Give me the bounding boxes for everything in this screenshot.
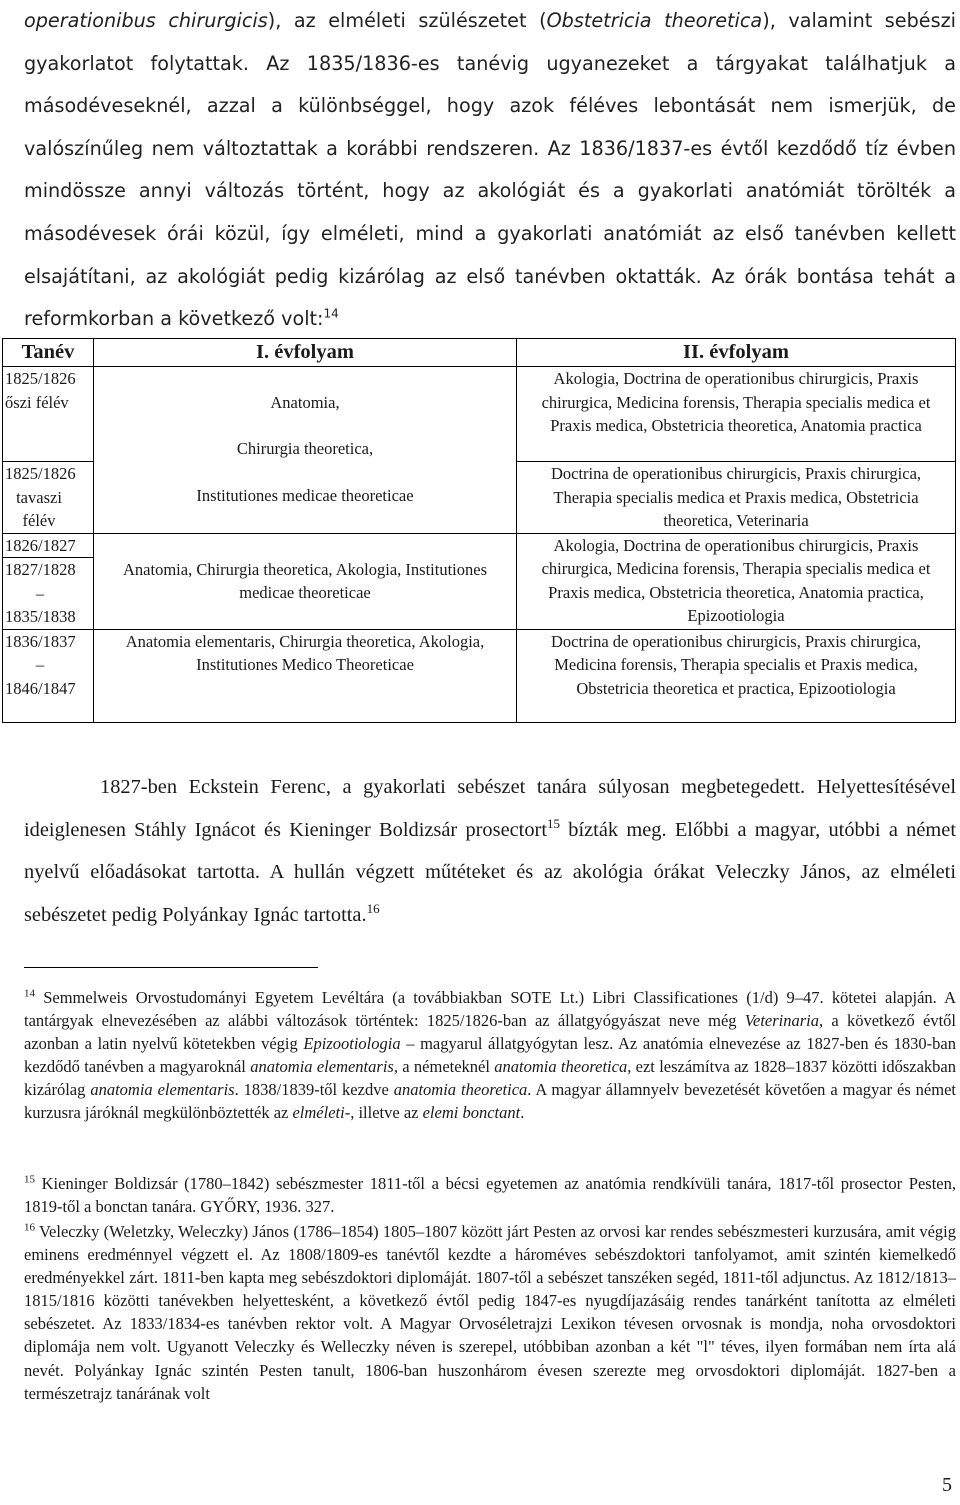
footnote-ref-15[interactable]: 15 xyxy=(546,815,560,831)
year-cell xyxy=(3,367,94,462)
page-number: 5 xyxy=(942,1474,952,1496)
first-subject-line: Institutiones medicae theoreticae xyxy=(196,486,414,505)
first-year-cell: Anatomia, Chirurgia theoretica, Akologia, Institutiones medicae theoreticae xyxy=(94,533,517,629)
year-line: őszi félév xyxy=(5,392,69,412)
footnote-italic: Veterinaria xyxy=(744,1011,820,1031)
footnote-text: Semmelweis Orvostudományi Egyetem Levéltára (a továbbiakban SOTE Lt.) Libri Classificationes (1/d) 9–47. kötetei alapján. A tantárgyak elnevezésében az alábbi változások történtek: 1825/1826-ban az állatgyógyászat neve még xyxy=(24,988,956,1031)
footnote-number: 15 xyxy=(24,1173,35,1186)
footnote-text: . 1838/1839-től kezdve xyxy=(234,1080,394,1100)
intro-rest: gyakorlatot folytattak. Az 1835/1836-es tanévig ugyanezeket a tárgyakat találhatjuk a másodéveseknél, azzal a különbséggel, hogy azok féléves lebontását nem ismerjük, de valószínűleg nem változtattak a korábbi rendszeren. Az 1836/1837-es évtől kezdődő tíz évben mindössze annyi változás történt, hogy az akológiát és a gyakorlati anatómiát törölték a másodévesek órái közül, így elméleti, mind a gyakorlati anatómiát az első tanévben kellett elsajátítani, az akológiát pedig kizárólag az első tanévben oktatták. Az órák bontása tehát a reformkorban a következő volt: xyxy=(24,51,956,331)
intro-paragraph xyxy=(24,0,956,341)
footnote-text: Kieninger Boldizsár (1780–1842) sebészmester 1811-től a bécsi egyetemen az anatómia rendkívüli tanára, 1817-től prosector Pesten, 1819-től a bonctan tanára. GYŐRY, 1936. 327. xyxy=(24,1174,956,1217)
paragraph2-text-b: bízták meg. Előbbi a magyar, utóbbi a német nyelvű előadásokat tartotta. A hullán végzett műtéteket és az akológia órákat Veleczky János, az elméleti sebészetet pedig Polyánkay Ignác tartotta. xyxy=(24,818,956,926)
footnote-italic: anatomia elementaris xyxy=(250,1057,394,1077)
footnote-text: . A magyar államnyelv bevezetését követően a magyar és német kurzusra járóknál megkülönböztették az xyxy=(24,1080,957,1123)
footnote-italic: elméleti xyxy=(292,1103,345,1123)
year-cell xyxy=(3,558,94,630)
year-line: – xyxy=(35,655,45,674)
footnote-16 xyxy=(24,1220,956,1405)
year-line: 1825/1826 xyxy=(5,369,76,388)
footnote-text: -, illetve az xyxy=(344,1103,423,1123)
footnote-italic: Epizootiologia xyxy=(303,1034,401,1054)
second-year-cell: Doctrina de operationibus chirurgicis, Praxis chirurgica, Therapia specialis medica et Praxis medica, Obstetricia theoretica, Veterinaria xyxy=(517,462,956,534)
first-year-cell: Anatomia elementaris, Chirurgia theoretica, Akologia, Institutiones Medico Theoreticae xyxy=(94,629,517,722)
intro-italic-2: Obstetricia theoretica xyxy=(546,9,763,32)
year-line: 1827/1828 xyxy=(5,560,76,579)
year-line: tavaszi xyxy=(16,487,62,507)
footnote-text: . xyxy=(520,1103,525,1123)
header-tanev: Tanév xyxy=(3,339,94,367)
footnote-ref-16[interactable]: 16 xyxy=(366,900,380,916)
footnote-text: , ezt leszámítva az 1828–1837 közötti időszakban kizárólag xyxy=(24,1057,956,1100)
footnote-text: , a németeknél xyxy=(393,1057,495,1077)
paragraph2-text-a: 1827-ben Eckstein Ferenc, a gyakorlati sebészet tanára súlyosan megbetegedett. Helyettesítésével ideiglenesen Stáhly Ignácot és Kieninger Boldizsár prosectort xyxy=(24,776,956,841)
table-row xyxy=(3,629,956,722)
footnote-italic: anatomia elementaris xyxy=(90,1080,235,1100)
footnote-ref-14[interactable]: 14 xyxy=(323,306,339,321)
second-year-cell: Doctrina de operationibus chirurgicis, Praxis chirurgica, Medicina forensis, Therapia specialis et Praxis medica, Obstetricia theoretica et practica, Epizootiologia xyxy=(517,629,956,722)
year-line: 1846/1847 xyxy=(5,678,76,698)
footnote-text: – magyarul állatgyógytan lesz. Az anatómia elnevezése az 1827-ben és 1830-ban kezdődő tanévben a magyaroknál xyxy=(24,1034,957,1077)
table-header-row xyxy=(3,339,956,367)
year-line: félév xyxy=(22,511,56,530)
first-subject-line: Chirurgia theoretica, xyxy=(236,438,374,458)
footnote-divider xyxy=(24,967,318,968)
intro-text xyxy=(24,0,956,341)
footnote-text: Veleczky (Weletzky, Weleczky) János (1786–1854) 1805–1807 között járt Pesten az orvosi kar rendes sebészmesteri kurzusára, amit végig eminens eredménnyel végzett el. Az 1808/1809-es tanévtől kezdte a hároméves sebészdoktori tanfolyamot, amit szintén kiemelkedő eredményekkel zárt. 1811-ben kapta meg sebészdoktori diplomáját. 1807-től a sebészet tanszéken segéd, 1811-től adjunctus. Az 1812/1813–1815/1816 közötti tanévekben helyettesként, a következő évtől pedig 1847-es nyugdíjazásáig rendes tanárként tanította az elméleti sebészetet. Az 1833/1834-es tanévben rektor volt. A Magyar Orvoséletrajzi Lexikon tévesen orvosnak is mondja, noha orvosdoktori diplomája nem volt. Ugyanott Veleczky és Welleczky néven is szerepel, utóbbiban azonban a két "l" téves, ilyen formában nem írta alá nevét. Polyánkay Ignác szintén Pesten tanult, 1806-ban huszonhárom évesen szerezte meg orvosdoktori diplomáját. 1827-ben a természetrajz tanárának volt xyxy=(24,1222,956,1403)
second-year-cell: Akologia, Doctrina de operationibus chirurgicis, Praxis chirurgica, Medicina forensis, Therapia specialis medica et Praxis medica, Obstetricia theoretica, Anatomia practica xyxy=(517,367,956,462)
footnote-15 xyxy=(24,1172,956,1218)
first-subject-line: Anatomia, xyxy=(270,393,340,412)
footnote-14 xyxy=(24,986,956,1125)
year-line: – xyxy=(35,583,45,603)
year-line: 1835/1838 xyxy=(5,607,76,626)
table-row xyxy=(3,533,956,558)
footnote-italic: elemi bonctant xyxy=(422,1103,521,1123)
header-second-year: II. évfolyam xyxy=(517,339,956,367)
intro-line1-end: ), valamint sebészi xyxy=(762,9,956,32)
footnote-number: 16 xyxy=(24,1221,35,1234)
footnote-italic: anatomia theoretica xyxy=(393,1080,528,1100)
footnote-italic: anatomia theoretica xyxy=(494,1057,628,1077)
year-cell xyxy=(3,629,94,722)
intro-mid: ), az elméleti szülészetet ( xyxy=(267,9,547,32)
footnote-number: 14 xyxy=(24,987,35,1000)
body-paragraph xyxy=(24,766,956,936)
header-first-year: I. évfolyam xyxy=(94,339,517,367)
second-year-cell: Akologia, Doctrina de operationibus chirurgicis, Praxis chirurgica, Medicina forensis, Therapia specialis medica et Praxis medica, Obstetricia theoretica, Anatomia practica, Epizootiologia xyxy=(517,533,956,629)
year-line: 1836/1837 xyxy=(5,631,76,651)
curriculum-table xyxy=(2,338,956,723)
footnote-text: , a következő évtől azonban a latin nyelvű kötetekben végig xyxy=(24,1011,956,1054)
year-cell: 1826/1827 xyxy=(3,533,94,558)
year-line: 1825/1826 xyxy=(5,464,76,483)
year-cell xyxy=(3,462,94,534)
first-year-cell xyxy=(94,367,517,534)
intro-italic-1: operationibus chirurgicis xyxy=(24,9,268,32)
table-row xyxy=(3,367,956,462)
